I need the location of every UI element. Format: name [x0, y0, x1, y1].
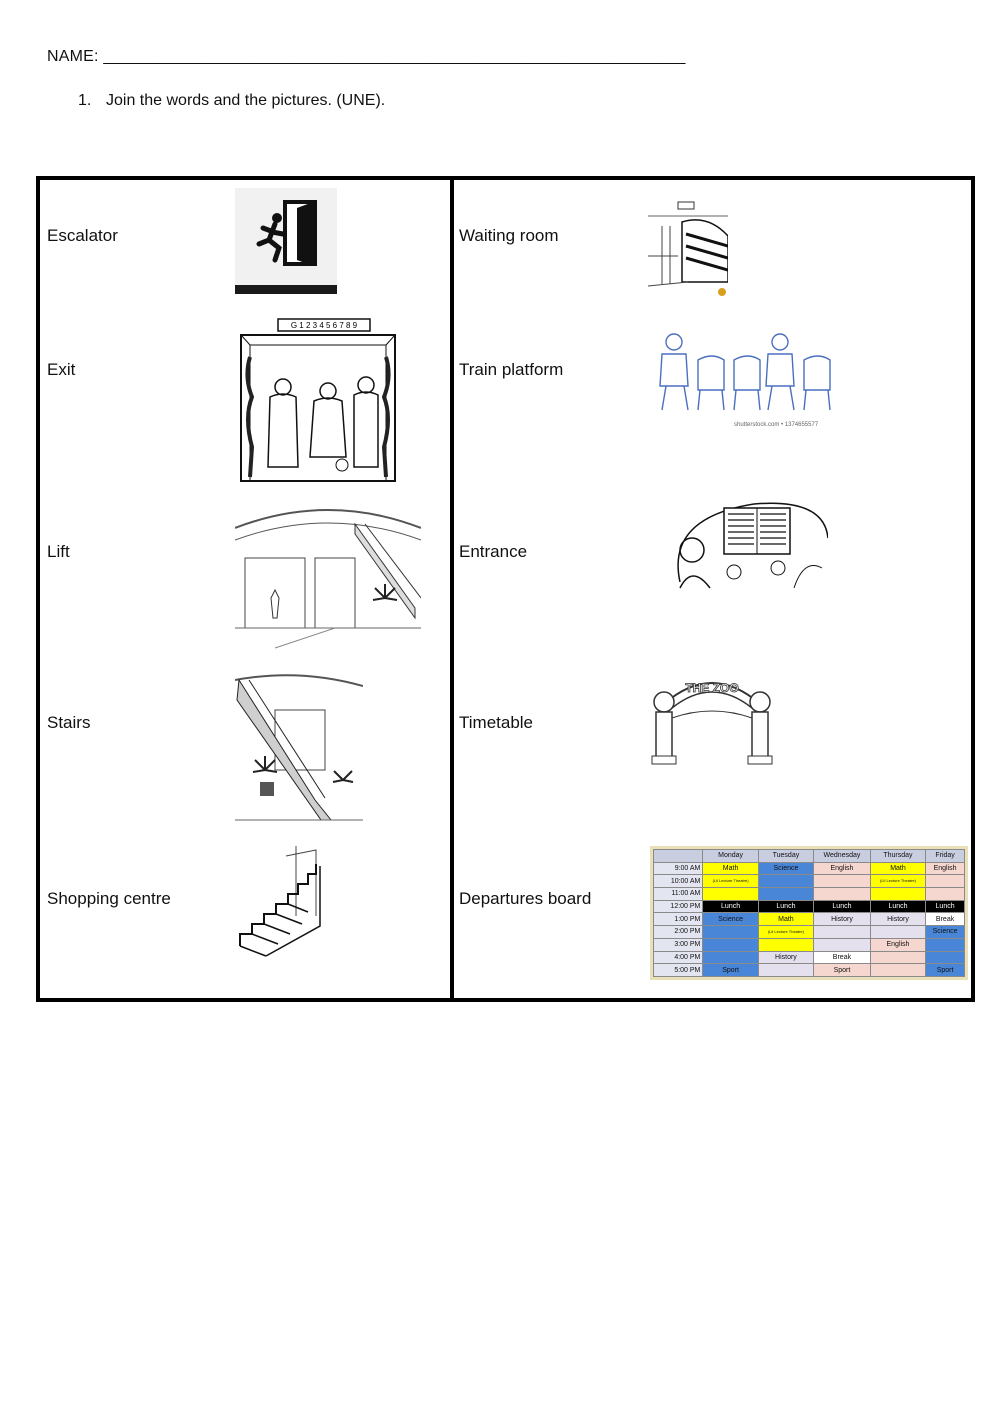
timetable-row — [654, 926, 965, 939]
train-platform-picture[interactable] — [648, 186, 728, 298]
timetable-cell — [870, 888, 925, 901]
timetable-time-cell: 12:00 PM — [654, 900, 703, 913]
timetable-row — [654, 913, 965, 926]
word-train-platform[interactable]: Train platform — [459, 360, 564, 379]
lift-floor-numbers: G 1 2 3 4 5 6 7 8 9 — [290, 321, 358, 330]
timetable-day-header: Tuesday — [758, 850, 813, 863]
timetable-cell — [758, 938, 813, 951]
timetable-cell — [926, 951, 965, 964]
word-escalator[interactable]: Escalator — [47, 226, 118, 245]
timetable-time-cell: 4:00 PM — [654, 951, 703, 964]
timetable-cell: History — [758, 951, 813, 964]
timetable-cell — [926, 875, 965, 888]
timetable-cell — [870, 964, 925, 977]
timetable-cell — [758, 888, 813, 901]
timetable-time-cell: 11:00 AM — [654, 888, 703, 901]
timetable-cell — [814, 875, 871, 888]
name-field[interactable]: NAME: ________________________________________________________________ — [47, 48, 686, 65]
timetable-cell: (Lil Lecture Theatre) — [870, 875, 925, 888]
word-entrance[interactable]: Entrance — [459, 542, 528, 561]
timetable-cell: Science — [703, 913, 758, 926]
timetable-time-cell: 10:00 AM — [654, 875, 703, 888]
timetable-cell: Science — [926, 926, 965, 939]
timetable-row — [654, 964, 965, 977]
timetable-cell: Science — [758, 862, 813, 875]
timetable-table — [653, 849, 965, 977]
timetable-cell: English — [926, 862, 965, 875]
word-waiting-room[interactable]: Waiting room — [459, 226, 559, 245]
matching-table — [36, 176, 975, 1002]
school-timetable-picture[interactable] — [650, 846, 968, 980]
word-timetable[interactable]: Timetable — [459, 713, 534, 732]
timetable-cell: Lunch — [703, 900, 758, 913]
timetable-cell — [703, 938, 758, 951]
zoo-gate-icon — [650, 668, 774, 768]
timetable-day-header: Wednesday — [814, 850, 871, 863]
timetable-row — [654, 875, 965, 888]
escalator-icon — [235, 670, 363, 830]
word-stairs[interactable]: Stairs — [47, 713, 91, 732]
timetable-corner-cell — [654, 850, 703, 863]
timetable-cell — [703, 888, 758, 901]
timetable-time-cell: 2:00 PM — [654, 926, 703, 939]
departures-board-icon — [674, 498, 828, 592]
timetable-cell — [758, 964, 813, 977]
mall-icon — [235, 498, 421, 652]
timetable-day-header: Thursday — [870, 850, 925, 863]
word-shopping-centre[interactable]: Shopping centre — [47, 889, 171, 908]
stairs-picture[interactable] — [236, 846, 324, 958]
timetable-cell — [703, 926, 758, 939]
timetable-cell: Math — [870, 862, 925, 875]
zoo-sign-text: THE ZOO — [685, 681, 739, 695]
word-departures-board[interactable]: Departures board — [459, 889, 592, 908]
lift-people-picture[interactable] — [238, 317, 398, 483]
timetable-cell: Lunch — [926, 900, 965, 913]
timetable-cell: Break — [814, 951, 871, 964]
timetable-cell — [758, 875, 813, 888]
chairs-icon — [654, 320, 834, 430]
waiting-room-chairs-picture[interactable] — [654, 320, 834, 430]
instruction-text: Join the words and the pictures. (UNE). — [106, 92, 386, 109]
timetable-cell: Math — [703, 862, 758, 875]
stock-caption: shutterstock.com • 1374655577 — [734, 422, 819, 428]
timetable-time-cell: 1:00 PM — [654, 913, 703, 926]
shopping-mall-picture[interactable] — [235, 498, 421, 652]
timetable-cell: Lunch — [758, 900, 813, 913]
timetable-cell: Lunch — [814, 900, 871, 913]
timetable-day-header: Monday — [703, 850, 758, 863]
timetable-cell: English — [814, 862, 871, 875]
word-lift[interactable]: Lift — [47, 542, 70, 561]
timetable-cell: (Lil Lecture Theatre) — [758, 926, 813, 939]
timetable-day-header: Friday — [926, 850, 965, 863]
timetable-row — [654, 900, 965, 913]
escalator-picture[interactable] — [235, 670, 363, 830]
timetable-header-row — [654, 850, 965, 863]
zoo-entrance-picture[interactable] — [650, 668, 774, 768]
timetable-cell — [703, 951, 758, 964]
lift-icon — [238, 317, 398, 483]
timetable-time-cell: 9:00 AM — [654, 862, 703, 875]
exit-sign-picture[interactable] — [235, 188, 337, 294]
exit-sign-icon — [235, 188, 337, 294]
timetable-time-cell: 5:00 PM — [654, 964, 703, 977]
timetable-cell — [926, 888, 965, 901]
timetable-cell: Sport — [926, 964, 965, 977]
timetable-cell: History — [870, 913, 925, 926]
instruction-number: 1. — [78, 92, 92, 109]
column-divider — [450, 180, 454, 998]
departures-board-picture[interactable] — [674, 498, 828, 592]
timetable-cell — [926, 938, 965, 951]
word-exit[interactable]: Exit — [47, 360, 76, 379]
timetable-cell: Break — [926, 913, 965, 926]
timetable-cell: Sport — [703, 964, 758, 977]
timetable-cell — [814, 938, 871, 951]
timetable-row — [654, 888, 965, 901]
timetable-cell: Math — [758, 913, 813, 926]
timetable-cell — [870, 951, 925, 964]
timetable-cell: Sport — [814, 964, 871, 977]
timetable-cell — [814, 888, 871, 901]
timetable-row — [654, 862, 965, 875]
stairs-icon — [236, 846, 324, 958]
instruction — [78, 92, 385, 110]
timetable-cell — [870, 926, 925, 939]
timetable-time-cell: 3:00 PM — [654, 938, 703, 951]
timetable-cell: (Lil Lecture Theatre) — [703, 875, 758, 888]
timetable-cell: History — [814, 913, 871, 926]
timetable-row — [654, 938, 965, 951]
timetable-cell: Lunch — [870, 900, 925, 913]
timetable-cell — [814, 926, 871, 939]
timetable-row — [654, 951, 965, 964]
timetable-cell: English — [870, 938, 925, 951]
train-icon — [648, 186, 728, 298]
